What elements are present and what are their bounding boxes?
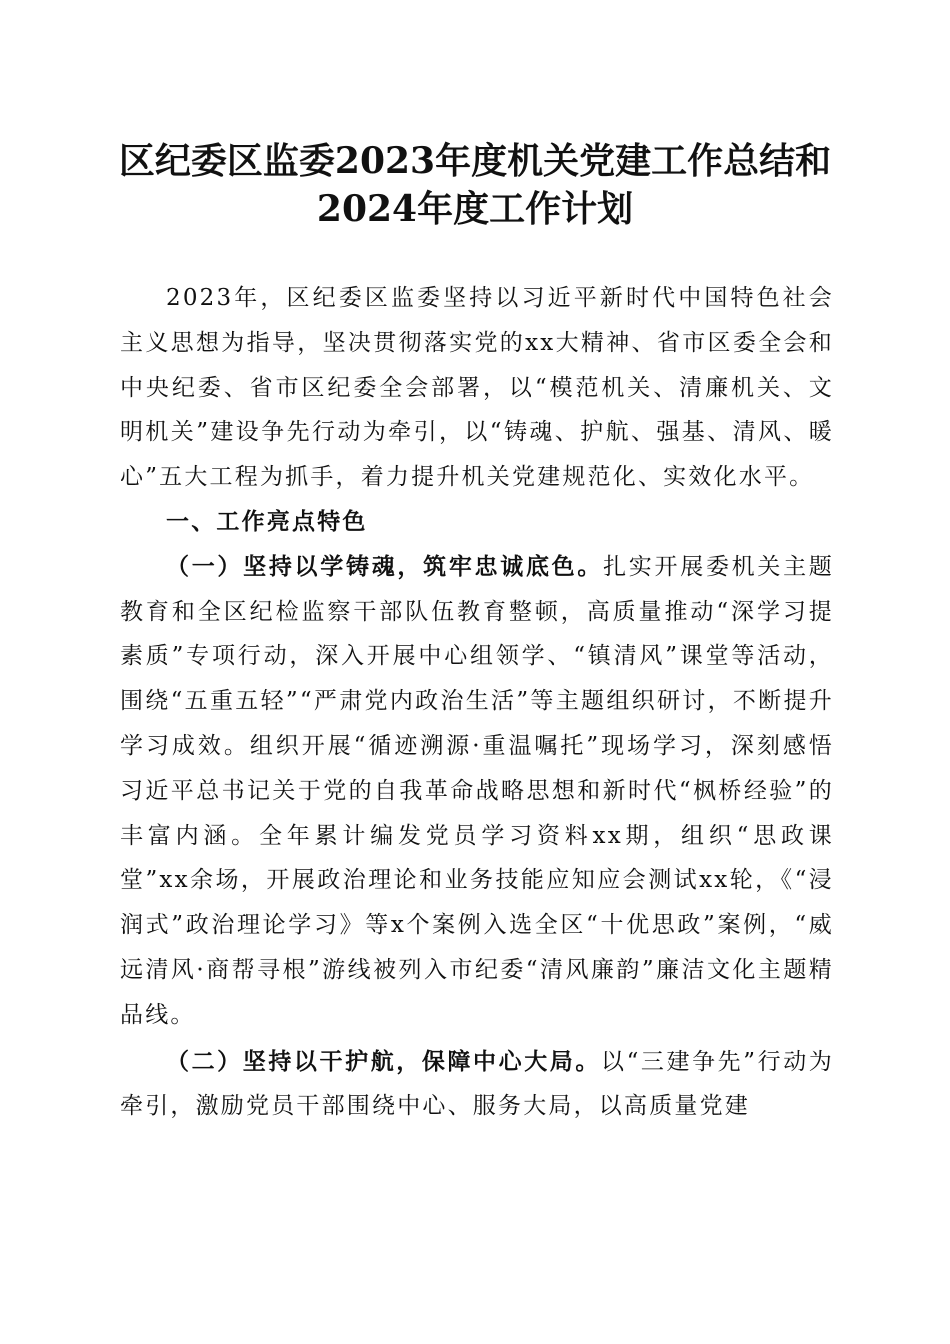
item2-body: 以“三建争先”行动为牵引，激励党员干部围绕中心、服务大局，以高质量党建 <box>120 1048 834 1120</box>
section-heading: 一、工作亮点特色 <box>166 507 368 535</box>
item2-paragraph <box>120 1040 834 1130</box>
intro-paragraph: 2023年，区纪委区监委坚持以习近平新时代中国特色社会主义思想为指导，坚决贯彻落实党的xx大精神、省市区委全会和中央纪委、省市区纪委全会部署，以“模范机关、清廉机关、文明机关”建设争先行动为牵引，以“铸魂、护航、强基、清风、暖心”五大工程为抓手，着力提升机关党建规范化、实效化水平。 <box>120 285 834 491</box>
item1-paragraph <box>120 545 834 1038</box>
document-title-line2: 2024年度工作计划 <box>316 188 634 230</box>
item2-heading: （二）坚持以干护航，保障中心大局。 <box>166 1047 601 1075</box>
document-body <box>120 276 834 1129</box>
document-title-line1: 区纪委区监委2023年度机关党建工作总结和 <box>118 140 832 182</box>
item1-heading: （一）坚持以学铸魂，筑牢忠诚底色。 <box>166 552 604 580</box>
item1-body: 扎实开展委机关主题教育和全区纪检监察干部队伍教育整顿，高质量推动“深学习提素质”专项行动，深入开展中心组领学、“镇清风”课堂等活动，围绕“五重五轻”“严肃党内政治生活”等主题组织研讨，不断提升学习成效。组织开展“循迹溯源·重温嘱托”现场学习，深刻感悟习近平总书记关于党的自我革命战略思想和新时代“枫桥经验”的丰富内涵。全年累计编发党员学习资料xx期，组织“思政课堂”xx余场，开展政治理论和业务技能应知应会测试xx轮，《“浸润式”政治理论学习》等x个案例入选全区“十优思政”案例，“威远清风·商帮寻根”游线被列入市纪委“清风廉韵”廉洁文化主题精品线。 <box>120 553 834 1028</box>
